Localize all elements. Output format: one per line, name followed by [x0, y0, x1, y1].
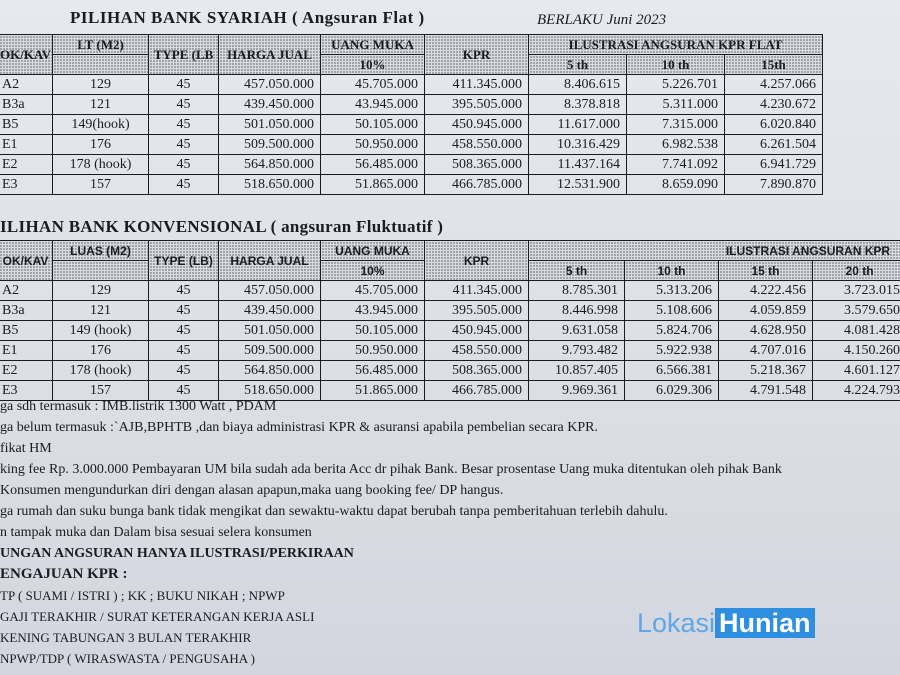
lt-cell: 149 (hook) — [53, 321, 149, 341]
type-cell: 45 — [149, 361, 219, 381]
table-row — [0, 95, 823, 115]
lt-cell: 129 — [53, 75, 149, 95]
table-row — [0, 361, 900, 381]
kav-cell: A2 — [0, 281, 53, 301]
pengajuan-item: TP ( SUAMI / ISTRI ) ; KK ; BUKU NIKAH ; NPWP — [0, 588, 285, 603]
angsuran-cell: 4.224.793 — [813, 381, 900, 401]
angsuran-cell: 4.222.456 — [719, 281, 813, 301]
angsuran-cell: 5.313.206 — [625, 281, 719, 301]
kpr-cell: 458.550.000 — [425, 341, 529, 361]
angsuran-cell: 10.316.429 — [529, 135, 627, 155]
angsuran-cell: 5.922.938 — [625, 341, 719, 361]
lt-cell: 176 — [53, 341, 149, 361]
type-cell: 45 — [149, 135, 219, 155]
col-ilustrasi: ILUSTRASI ANGSURAN KPR FLAT — [529, 35, 823, 55]
kpr-cell: 466.785.000 — [425, 381, 529, 401]
lt-cell: 178 (hook) — [53, 361, 149, 381]
harga-cell: 564.850.000 — [219, 155, 321, 175]
harga-cell: 518.650.000 — [219, 381, 321, 401]
angsuran-cell: 7.890.870 — [725, 175, 823, 195]
angsuran-cell: 11.437.164 — [529, 155, 627, 175]
angsuran-cell: 10.857.405 — [529, 361, 625, 381]
syariah-title: PILIHAN BANK SYARIAH ( Angsuran Flat ) — [70, 8, 425, 27]
col-kpr: KPR — [425, 35, 529, 75]
type-cell: 45 — [149, 301, 219, 321]
table-row — [0, 301, 900, 321]
angsuran-cell: 6.982.538 — [627, 135, 725, 155]
harga-cell: 564.850.000 — [219, 361, 321, 381]
harga-cell: 518.650.000 — [219, 175, 321, 195]
type-cell: 45 — [149, 75, 219, 95]
col-harga: HARGA JUAL — [219, 35, 321, 75]
note-line: Konsumen mengundurkan diri dengan alasan apapun,maka uang booking fee/ DP hangus. — [0, 483, 504, 498]
col-type: TYPE (LB) — [149, 241, 219, 281]
note-line: ga belum termasuk :`AJB,BPHTB ,dan biaya administrasi KPR & asuransi apabila pembelian secara KPR. — [0, 420, 598, 435]
col-blok: OK/KAV — [0, 35, 53, 75]
angsuran-cell: 8.659.090 — [627, 175, 725, 195]
harga-cell: 509.500.000 — [219, 135, 321, 155]
angsuran-cell: 6.566.381 — [625, 361, 719, 381]
col-tenor-15: 15th — [725, 55, 823, 75]
note-line: ga sdh termasuk : IMB.listrik 1300 Watt , PDAM — [0, 399, 277, 414]
angsuran-cell: 9.969.361 — [529, 381, 625, 401]
kav-cell: A2 — [0, 75, 53, 95]
angsuran-cell: 4.081.428 — [813, 321, 900, 341]
table-row — [0, 155, 823, 175]
kav-cell: E2 — [0, 361, 53, 381]
watermark-part1: Lokasi — [637, 608, 716, 638]
col-luas: LUAS (M2) — [53, 241, 149, 261]
kav-cell: B5 — [0, 115, 53, 135]
col-blok: OK/KAV — [0, 241, 53, 281]
col-kpr: KPR — [425, 241, 529, 281]
berlaku-date: BERLAKU Juni 2023 — [537, 12, 667, 28]
col-uang-muka: UANG MUKA — [321, 241, 425, 261]
col-uang-muka: UANG MUKA — [321, 35, 425, 55]
angsuran-cell: 4.150.260 — [813, 341, 900, 361]
lt-cell: 121 — [53, 95, 149, 115]
lt-cell: 149(hook) — [53, 115, 149, 135]
lt-cell: 121 — [53, 301, 149, 321]
type-cell: 45 — [149, 281, 219, 301]
table-row — [0, 115, 823, 135]
konvensional-title: ILIHAN BANK KONVENSIONAL ( angsuran Fluktuatif ) — [0, 217, 444, 236]
kpr-cell: 458.550.000 — [425, 135, 529, 155]
harga-cell: 439.450.000 — [219, 95, 321, 115]
harga-cell: 457.050.000 — [219, 281, 321, 301]
note-line: king fee Rp. 3.000.000 Pembayaran UM bila sudah ada berita Acc dr pihak Bank. Besar prosentase Uang muka ditentukan oleh pihak Bank — [0, 462, 782, 477]
angsuran-cell: 8.378.818 — [529, 95, 627, 115]
type-cell: 45 — [149, 175, 219, 195]
uang-muka-cell: 51.865.000 — [321, 175, 425, 195]
angsuran-cell: 7.741.092 — [627, 155, 725, 175]
type-cell: 45 — [149, 115, 219, 135]
col-tenor-5: 5 th — [529, 261, 625, 281]
angsuran-cell: 8.406.615 — [529, 75, 627, 95]
angsuran-cell: 4.707.016 — [719, 341, 813, 361]
angsuran-cell: 4.601.127 — [813, 361, 900, 381]
harga-cell: 457.050.000 — [219, 75, 321, 95]
table-row — [0, 341, 900, 361]
angsuran-cell: 4.628.950 — [719, 321, 813, 341]
kav-cell: E1 — [0, 341, 53, 361]
angsuran-cell: 12.531.900 — [529, 175, 627, 195]
kpr-cell: 450.945.000 — [425, 321, 529, 341]
angsuran-cell: 4.230.672 — [725, 95, 823, 115]
kav-cell: E3 — [0, 175, 53, 195]
pengajuan-item: NPWP/TDP ( WIRASWASTA / PENGUSAHA ) — [0, 651, 256, 666]
kpr-cell: 466.785.000 — [425, 175, 529, 195]
uang-muka-cell: 50.950.000 — [321, 135, 425, 155]
angsuran-cell: 4.257.066 — [725, 75, 823, 95]
pengajuan-item: GAJI TERAKHIR / SURAT KETERANGAN KERJA ASLI — [0, 609, 315, 624]
angsuran-cell: 9.793.482 — [529, 341, 625, 361]
angsuran-cell: 5.218.367 — [719, 361, 813, 381]
note-line: ga rumah dan suku bunga bank tidak mengikat dan sewaktu-waktu dapat berubah tanpa pemberitahuan terlebih dahulu. — [0, 504, 668, 519]
harga-cell: 509.500.000 — [219, 341, 321, 361]
kav-cell: E3 — [0, 381, 53, 401]
col-tenor-10: 10 th — [627, 55, 725, 75]
harga-cell: 439.450.000 — [219, 301, 321, 321]
type-cell: 45 — [149, 321, 219, 341]
angsuran-cell: 11.617.000 — [529, 115, 627, 135]
kav-cell: E2 — [0, 155, 53, 175]
kpr-cell: 395.505.000 — [425, 95, 529, 115]
lt-cell: 178 (hook) — [53, 155, 149, 175]
col-ilustrasi: ILUSTRASI ANGSURAN KPR — [529, 241, 900, 261]
table-row — [0, 175, 823, 195]
table-row — [0, 75, 823, 95]
angsuran-cell: 6.029.306 — [625, 381, 719, 401]
uang-muka-cell: 51.865.000 — [321, 381, 425, 401]
angsuran-cell: 5.311.000 — [627, 95, 725, 115]
uang-muka-cell: 56.485.000 — [321, 361, 425, 381]
table-row — [0, 321, 900, 341]
kav-cell: B5 — [0, 321, 53, 341]
angsuran-cell: 9.631.058 — [529, 321, 625, 341]
uang-muka-cell: 45.705.000 — [321, 75, 425, 95]
type-cell: 45 — [149, 155, 219, 175]
kav-cell: B3a — [0, 301, 53, 321]
angsuran-cell: 4.059.859 — [719, 301, 813, 321]
angsuran-cell: 6.261.504 — [725, 135, 823, 155]
note-line: n tampak muka dan Dalam bisa sesuai selera konsumen — [0, 525, 312, 540]
type-cell: 45 — [149, 341, 219, 361]
angsuran-cell: 8.446.998 — [529, 301, 625, 321]
uang-muka-cell: 50.105.000 — [321, 321, 425, 341]
angsuran-cell: 3.723.015 — [813, 281, 900, 301]
col-tenor-15: 15 th — [719, 261, 813, 281]
angsuran-cell: 5.108.606 — [625, 301, 719, 321]
col-uang-muka-pct: 10% — [321, 261, 425, 281]
type-cell: 45 — [149, 381, 219, 401]
lt-cell: 176 — [53, 135, 149, 155]
kpr-cell: 395.505.000 — [425, 301, 529, 321]
watermark-logo — [637, 608, 815, 639]
kpr-cell: 411.345.000 — [425, 75, 529, 95]
lt-cell: 157 — [53, 381, 149, 401]
col-lt: LT (M2) — [53, 35, 149, 55]
kav-cell: B3a — [0, 95, 53, 115]
angsuran-cell: 4.791.548 — [719, 381, 813, 401]
uang-muka-cell: 50.105.000 — [321, 115, 425, 135]
angsuran-cell: 3.579.650 — [813, 301, 900, 321]
harga-cell: 501.050.000 — [219, 115, 321, 135]
watermark-part2: Hunian — [715, 608, 815, 638]
type-cell: 45 — [149, 95, 219, 115]
col-type: TYPE (LB — [149, 35, 219, 75]
angsuran-cell: 5.824.706 — [625, 321, 719, 341]
col-lt-sub — [53, 55, 149, 75]
angsuran-cell: 6.020.840 — [725, 115, 823, 135]
kpr-cell: 411.345.000 — [425, 281, 529, 301]
lt-cell: 157 — [53, 175, 149, 195]
syariah-table — [0, 34, 823, 195]
col-harga: HARGA JUAL — [219, 241, 321, 281]
table-row — [0, 135, 823, 155]
col-tenor-10: 10 th — [625, 261, 719, 281]
uang-muka-cell: 56.485.000 — [321, 155, 425, 175]
note-line: fikat HM — [0, 441, 52, 456]
kpr-cell: 508.365.000 — [425, 155, 529, 175]
col-tenor-5: 5 th — [529, 55, 627, 75]
harga-cell: 501.050.000 — [219, 321, 321, 341]
uang-muka-cell: 45.705.000 — [321, 281, 425, 301]
angsuran-cell: 5.226.701 — [627, 75, 725, 95]
uang-muka-cell: 43.945.000 — [321, 301, 425, 321]
angsuran-cell: 7.315.000 — [627, 115, 725, 135]
pengajuan-title: ENGAJUAN KPR : — [0, 566, 128, 582]
lt-cell: 129 — [53, 281, 149, 301]
table-row — [0, 281, 900, 301]
pengajuan-item: KENING TABUNGAN 3 BULAN TERAKHIR — [0, 630, 252, 645]
angsuran-cell: 8.785.301 — [529, 281, 625, 301]
col-luas-sub — [53, 261, 149, 281]
angsuran-cell: 6.941.729 — [725, 155, 823, 175]
kav-cell: E1 — [0, 135, 53, 155]
perhitungan-note: UNGAN ANGSURAN HANYA ILUSTRASI/PERKIRAAN — [0, 546, 354, 561]
uang-muka-cell: 43.945.000 — [321, 95, 425, 115]
col-uang-muka-pct: 10% — [321, 55, 425, 75]
konvensional-table — [0, 240, 900, 401]
kpr-cell: 508.365.000 — [425, 361, 529, 381]
uang-muka-cell: 50.950.000 — [321, 341, 425, 361]
kpr-cell: 450.945.000 — [425, 115, 529, 135]
col-tenor-20: 20 th — [813, 261, 900, 281]
